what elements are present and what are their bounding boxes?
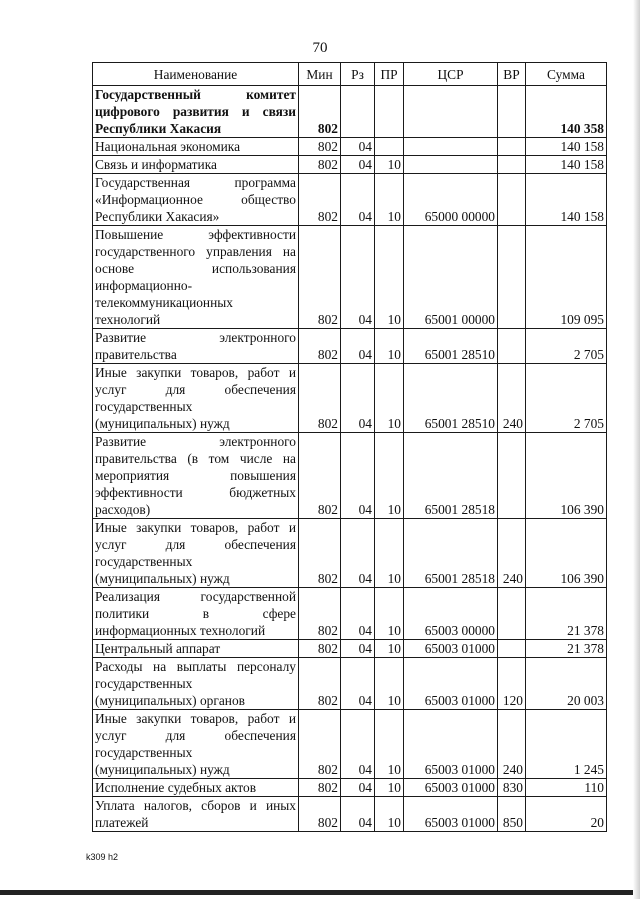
cell-csr: 65001 28518	[404, 519, 498, 588]
cell-sum: 2 705	[526, 329, 607, 364]
cell-sum: 140 158	[526, 138, 607, 156]
cell-min: 802	[299, 364, 341, 433]
cell-min: 802	[299, 329, 341, 364]
cell-min: 802	[299, 86, 341, 138]
cell-name: Иные закупки товаров, работ и услуг для обеспечения государственных (муниципальных) нужд	[93, 519, 299, 588]
cell-name: Иные закупки товаров, работ и услуг для обеспечения государственных (муниципальных) нужд	[93, 364, 299, 433]
cell-vr: 830	[498, 779, 526, 797]
cell-sum: 140 158	[526, 174, 607, 226]
cell-vr	[498, 588, 526, 640]
cell-pr: 10	[375, 710, 404, 779]
cell-sum: 106 390	[526, 433, 607, 519]
cell-sum: 1 245	[526, 710, 607, 779]
cell-csr	[404, 86, 498, 138]
cell-rz: 04	[341, 797, 375, 832]
cell-csr	[404, 156, 498, 174]
cell-sum: 20	[526, 797, 607, 832]
cell-rz: 04	[341, 658, 375, 710]
cell-name: Уплата налогов, сборов и иных платежей	[93, 797, 299, 832]
header-rz: Рз	[341, 63, 375, 86]
cell-name: Государственная программа «Информационное общество Республики Хакасия»	[93, 174, 299, 226]
table-row	[93, 710, 607, 779]
cell-vr	[498, 156, 526, 174]
table-row	[93, 433, 607, 519]
cell-rz: 04	[341, 174, 375, 226]
cell-min: 802	[299, 138, 341, 156]
cell-name: Реализация государственной политики в сфере информационных технологий	[93, 588, 299, 640]
cell-pr	[375, 138, 404, 156]
cell-name: Связь и информатика	[93, 156, 299, 174]
cell-min: 802	[299, 640, 341, 658]
table-row	[93, 588, 607, 640]
cell-rz: 04	[341, 519, 375, 588]
cell-sum: 20 003	[526, 658, 607, 710]
cell-vr	[498, 226, 526, 329]
cell-min: 802	[299, 519, 341, 588]
cell-min: 802	[299, 658, 341, 710]
cell-sum: 110	[526, 779, 607, 797]
page-number: 70	[312, 40, 328, 56]
footer-code: k309 h2	[86, 852, 119, 862]
cell-name: Расходы на выплаты персоналу государственных (муниципальных) органов	[93, 658, 299, 710]
cell-name: Развитие электронного правительства (в том числе на мероприятия повышения эффективности бюджетных расходов)	[93, 433, 299, 519]
cell-sum: 21 378	[526, 588, 607, 640]
cell-name: Иные закупки товаров, работ и услуг для обеспечения государственных (муниципальных) нужд	[93, 710, 299, 779]
cell-csr: 65003 01000	[404, 779, 498, 797]
cell-vr	[498, 138, 526, 156]
cell-vr: 850	[498, 797, 526, 832]
cell-min: 802	[299, 710, 341, 779]
table-row	[93, 174, 607, 226]
header-sum: Сумма	[526, 63, 607, 86]
cell-rz: 04	[341, 364, 375, 433]
cell-vr: 120	[498, 658, 526, 710]
header-min: Мин	[299, 63, 341, 86]
header-vr: ВР	[498, 63, 526, 86]
cell-pr: 10	[375, 797, 404, 832]
table-row	[93, 156, 607, 174]
table-row	[93, 226, 607, 329]
cell-vr: 240	[498, 364, 526, 433]
cell-vr	[498, 174, 526, 226]
cell-rz: 04	[341, 640, 375, 658]
table-body	[93, 86, 607, 832]
cell-pr	[375, 86, 404, 138]
cell-csr: 65003 01000	[404, 640, 498, 658]
cell-pr: 10	[375, 779, 404, 797]
budget-table	[92, 62, 607, 832]
cell-pr: 10	[375, 226, 404, 329]
table-row	[93, 640, 607, 658]
cell-vr	[498, 329, 526, 364]
cell-rz: 04	[341, 138, 375, 156]
cell-sum: 2 705	[526, 364, 607, 433]
cell-csr: 65000 00000	[404, 174, 498, 226]
cell-csr: 65001 00000	[404, 226, 498, 329]
cell-pr: 10	[375, 156, 404, 174]
cell-name: Повышение эффективности государственного управления на основе использования информационно-телекоммуникационных технологий	[93, 226, 299, 329]
cell-rz: 04	[341, 433, 375, 519]
header-name: Наименование	[93, 63, 299, 86]
cell-csr: 65003 01000	[404, 797, 498, 832]
cell-csr: 65001 28518	[404, 433, 498, 519]
table-row	[93, 138, 607, 156]
cell-rz	[341, 86, 375, 138]
cell-sum: 140 158	[526, 156, 607, 174]
cell-min: 802	[299, 779, 341, 797]
cell-pr: 10	[375, 519, 404, 588]
cell-sum: 106 390	[526, 519, 607, 588]
header-csr: ЦСР	[404, 63, 498, 86]
cell-pr: 10	[375, 658, 404, 710]
cell-csr: 65001 28510	[404, 329, 498, 364]
cell-vr	[498, 86, 526, 138]
table-row	[93, 658, 607, 710]
cell-vr	[498, 433, 526, 519]
cell-name: Исполнение судебных актов	[93, 779, 299, 797]
cell-min: 802	[299, 433, 341, 519]
table-row	[93, 329, 607, 364]
cell-rz: 04	[341, 779, 375, 797]
cell-pr: 10	[375, 433, 404, 519]
cell-rz: 04	[341, 588, 375, 640]
cell-name: Государственный комитет цифрового развития и связи Республики Хакасия	[93, 86, 299, 138]
cell-vr	[498, 640, 526, 658]
cell-csr: 65003 01000	[404, 710, 498, 779]
cell-rz: 04	[341, 156, 375, 174]
scan-edge-right	[633, 0, 640, 899]
cell-csr: 65003 00000	[404, 588, 498, 640]
table-row	[93, 797, 607, 832]
cell-name: Национальная экономика	[93, 138, 299, 156]
cell-csr	[404, 138, 498, 156]
table-row	[93, 779, 607, 797]
cell-sum: 21 378	[526, 640, 607, 658]
cell-name: Центральный аппарат	[93, 640, 299, 658]
cell-sum: 109 095	[526, 226, 607, 329]
cell-min: 802	[299, 797, 341, 832]
cell-pr: 10	[375, 364, 404, 433]
cell-rz: 04	[341, 329, 375, 364]
cell-rz: 04	[341, 710, 375, 779]
cell-rz: 04	[341, 226, 375, 329]
cell-sum: 140 358	[526, 86, 607, 138]
cell-vr: 240	[498, 519, 526, 588]
table-row	[93, 86, 607, 138]
cell-pr: 10	[375, 174, 404, 226]
cell-csr: 65001 28510	[404, 364, 498, 433]
table-header-row	[93, 63, 607, 86]
cell-pr: 10	[375, 329, 404, 364]
table-row	[93, 364, 607, 433]
cell-vr: 240	[498, 710, 526, 779]
cell-min: 802	[299, 174, 341, 226]
cell-min: 802	[299, 156, 341, 174]
header-pr: ПР	[375, 63, 404, 86]
cell-min: 802	[299, 588, 341, 640]
cell-pr: 10	[375, 588, 404, 640]
table-row	[93, 519, 607, 588]
cell-csr: 65003 01000	[404, 658, 498, 710]
cell-name: Развитие электронного правительства	[93, 329, 299, 364]
scan-edge-bottom	[0, 890, 640, 895]
cell-pr: 10	[375, 640, 404, 658]
cell-min: 802	[299, 226, 341, 329]
